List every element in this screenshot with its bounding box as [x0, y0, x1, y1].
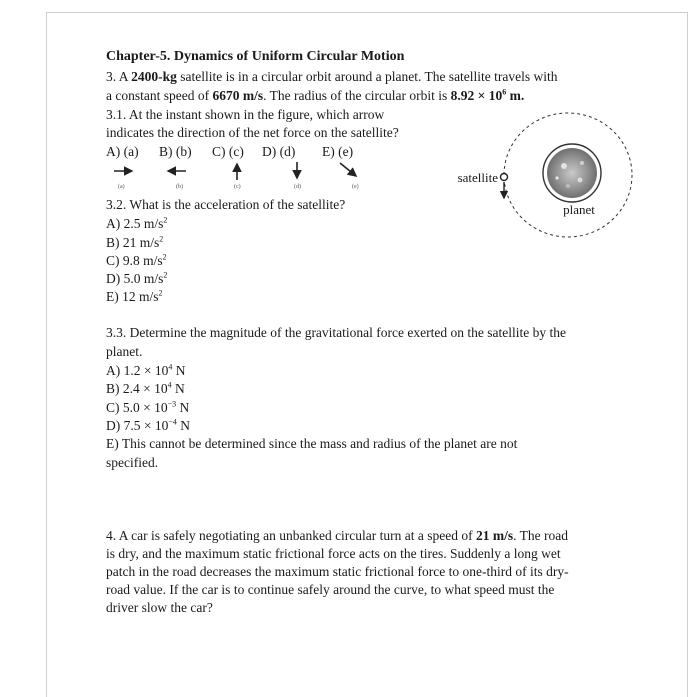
q4-line-1: 4. A car is safely negotiating an unbanked circular turn at a speed of 21 m/s. The road: [106, 528, 568, 543]
q3-3-option-c: C) $5.0 \times 10^{-3}$ N: [106, 399, 190, 415]
q3-intro-line-2: a constant speed of 6670 m/s. The radius of the circular orbit is $8.92 \times 10^6$ m.: [106, 87, 525, 103]
q4-line-2: is dry, and the maximum static frictional force acts on the tires. Suddenly a long wet: [106, 546, 561, 561]
q3-1-option-e: E) (e): [322, 144, 354, 159]
q3-3-line-1: 3.3. Determine the magnitude of the gravitational force exerted on the satellite by the: [106, 325, 566, 340]
satellite-label: satellite: [457, 170, 498, 185]
q3-1-option-d: D) (d): [262, 144, 296, 159]
arrow-label-e: (e): [352, 184, 359, 190]
q3-2-option-e: E) 12 $m/s^2$: [106, 288, 163, 304]
q3-3-option-a: A) $1.2 \times 10^4$ N: [106, 362, 186, 378]
q3-1-line-2: indicates the direction of the net force on the satellite?: [106, 125, 399, 140]
q3-3-option-e-line-1: E) This cannot be determined since the mass and radius of the planet are not: [106, 436, 518, 451]
orbit-figure: [440, 100, 640, 250]
arrow-label-d: (d): [294, 184, 301, 190]
chapter-title: Chapter-5. Dynamics of Uniform Circular Motion: [106, 49, 405, 64]
q3-1-option-b: B) (b): [159, 144, 192, 159]
q3-2-option-d: D) 5.0 $m/s^2$: [106, 270, 168, 286]
q3-1-line-1: 3.1. At the instant shown in the figure, which arrow: [106, 107, 385, 122]
q4-line-3: patch in the road decreases the maximum static frictional force to one-third of its dry-: [106, 564, 569, 579]
arrow-label-a: (a): [118, 184, 125, 190]
q3-1-option-a: A) (a): [106, 144, 139, 159]
q4-line-4: road value. If the car is to continue safely around the curve, to what speed must the: [106, 582, 555, 597]
q3-3-line-2: planet.: [106, 344, 143, 359]
planet-body: [547, 148, 597, 198]
q3-3-option-d: D) $7.5 \times 10^{-4}$ N: [106, 417, 190, 433]
q3-3-option-e-line-2: specified.: [106, 455, 159, 470]
planet-label: planet: [563, 202, 595, 217]
q3-2-option-b: B) 21 $m/s^2$: [106, 234, 164, 250]
q3-2-question: 3.2. What is the acceleration of the satellite?: [106, 197, 346, 212]
q3-1-option-c: C) (c): [212, 144, 244, 159]
q3-2-option-a: A) 2.5 $m/s^2$: [106, 215, 168, 231]
q3-2-option-c: C) 9.8 $m/s^2$: [106, 252, 167, 268]
q4-line-5: driver slow the car?: [106, 600, 213, 615]
arrow-label-c: (c): [234, 184, 241, 190]
arrow-e-diagonal: [340, 163, 356, 176]
arrow-label-b: (b): [176, 184, 183, 190]
q3-intro-line-1: 3. A 2400-kg satellite is in a circular orbit around a planet. The satellite travels with: [106, 69, 558, 84]
q3-3-option-b: B) $2.4 \times 10^4$ N: [106, 380, 185, 396]
satellite-body: [501, 174, 508, 181]
